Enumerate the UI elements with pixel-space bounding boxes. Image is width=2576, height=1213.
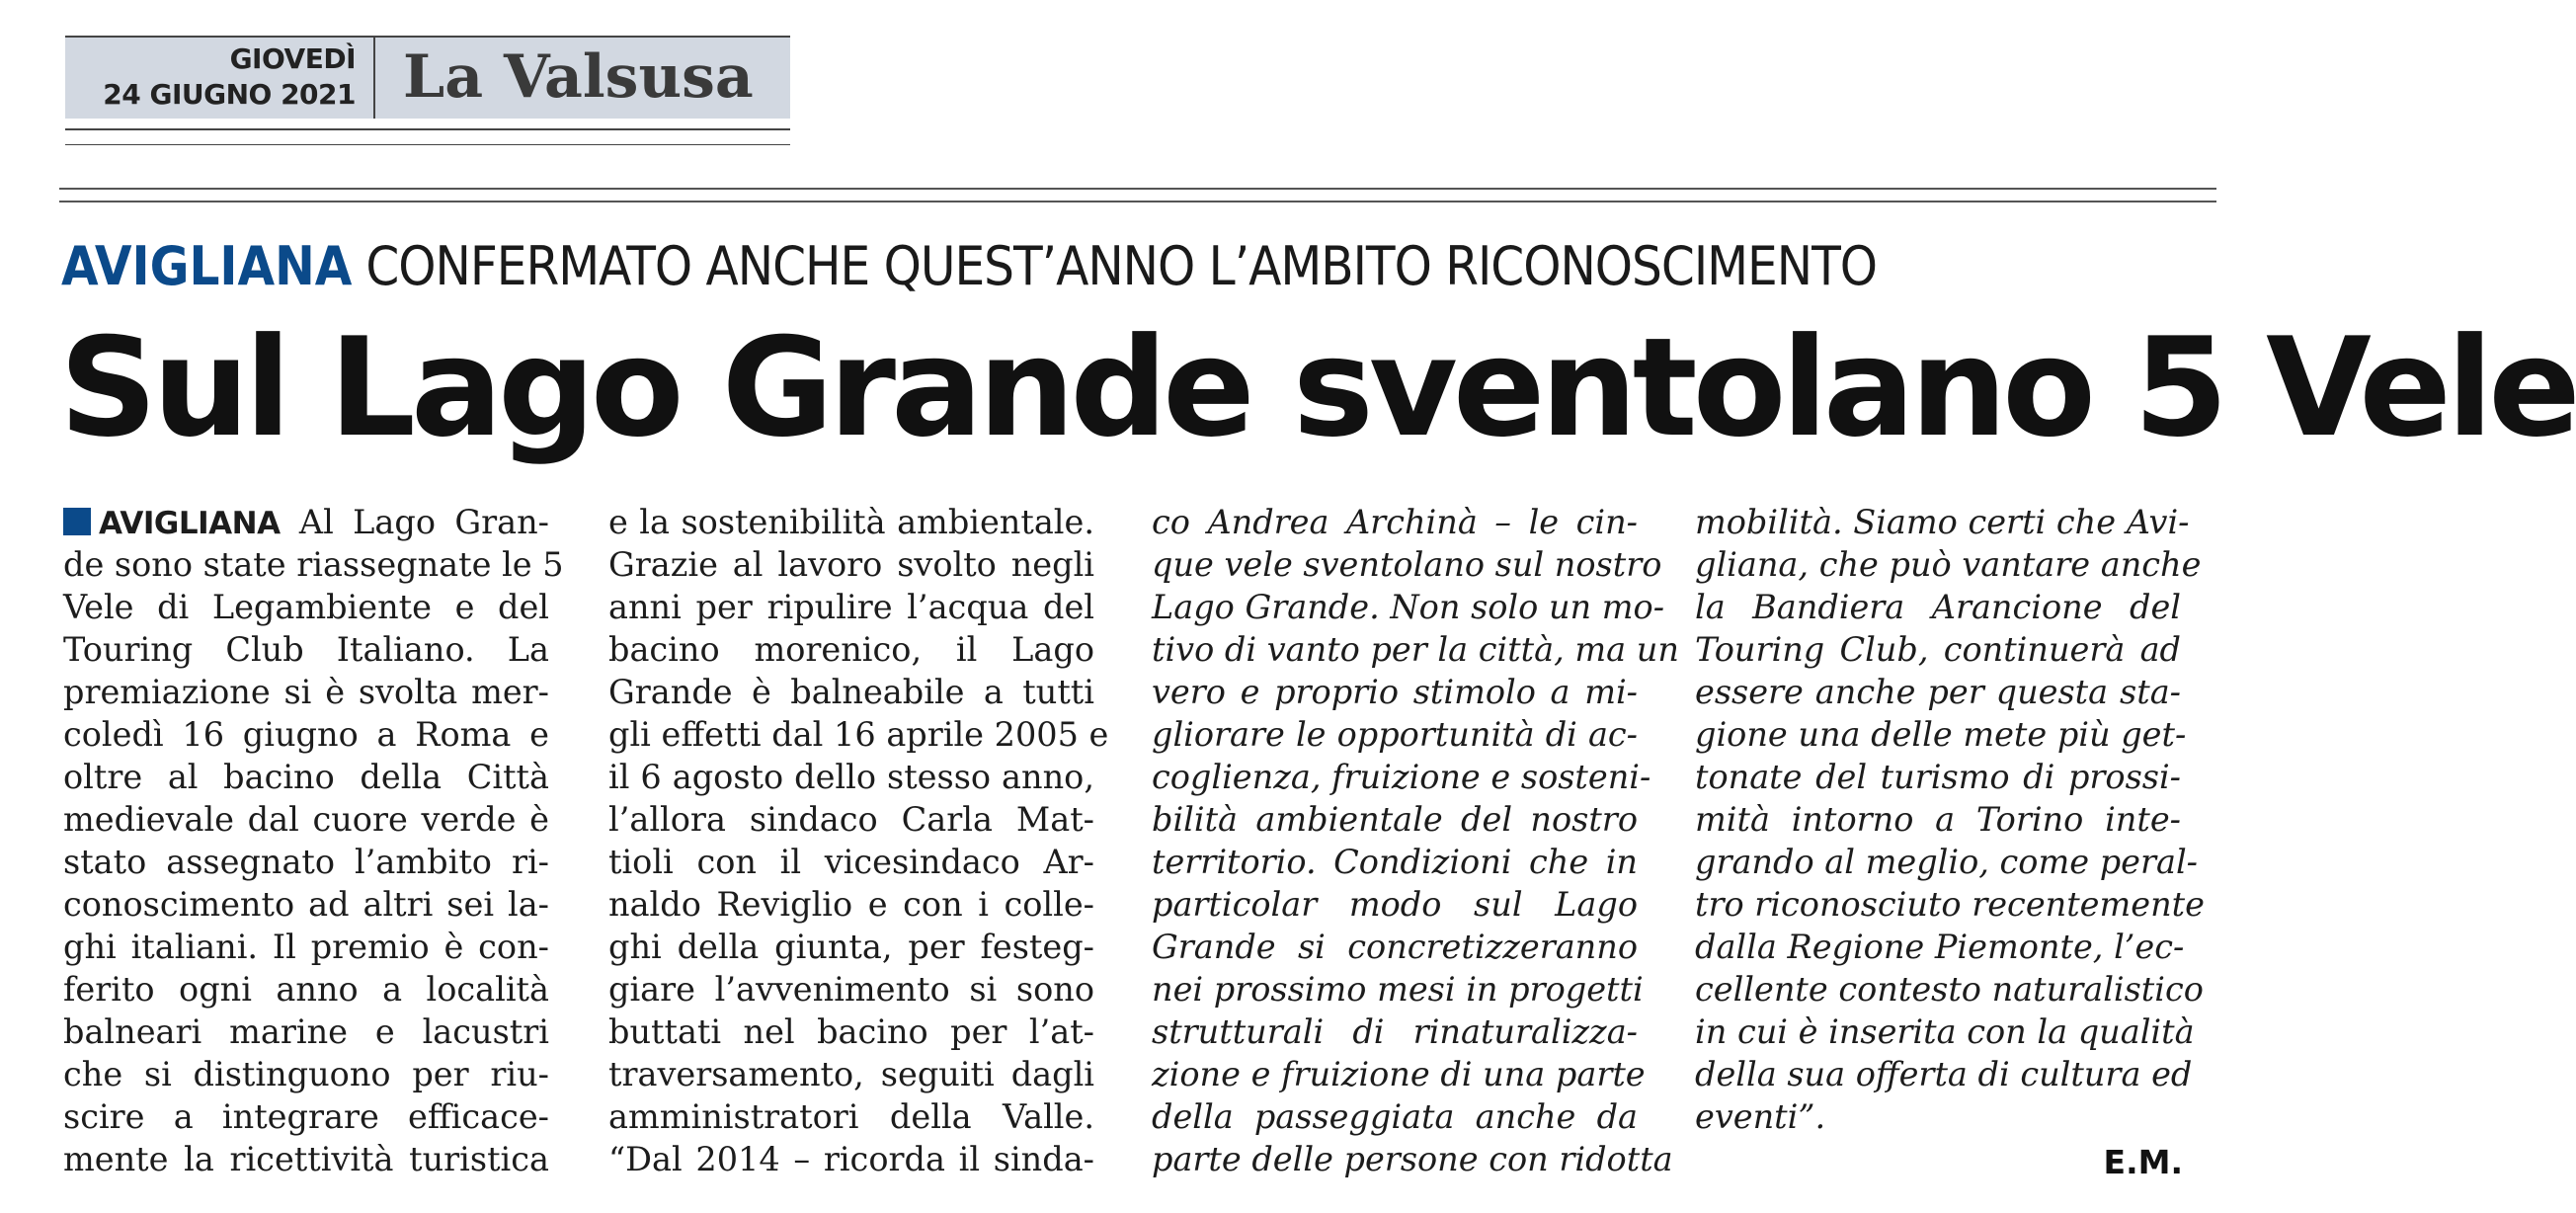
column-line: tivo di vanto per la città, ma un bbox=[1152, 630, 1679, 669]
column-line: giare l’avvenimento si sono bbox=[608, 970, 1094, 1009]
author-signature: E.M. bbox=[2103, 1143, 2183, 1181]
article-column-2 bbox=[608, 501, 1109, 1180]
column-line: que vele sventolano sul nostro bbox=[1152, 545, 1662, 584]
article-column-1 bbox=[63, 501, 564, 1180]
column-line: mobilità. Siamo certi che Avi- bbox=[1695, 503, 2190, 541]
column-line: gliorare le opportunità di ac- bbox=[1152, 715, 1638, 754]
column-line: medievale dal cuore verde è bbox=[63, 800, 549, 839]
masthead-full-date: 24 GIUGNO 2021 bbox=[103, 78, 356, 111]
column-line: co Andrea Archinà – le cin- bbox=[1152, 503, 1638, 541]
column-line: della sua offerta di cultura ed bbox=[1695, 1055, 2193, 1093]
column-line: tro riconosciuto recentemente bbox=[1695, 885, 2205, 924]
column-line: cellente contesto naturalistico bbox=[1695, 970, 2204, 1009]
column-line: coglienza, fruizione e sosteni- bbox=[1152, 758, 1651, 796]
section-rule-top bbox=[59, 188, 2216, 190]
column-line: “Dal 2014 – ricorda il sinda- bbox=[608, 1140, 1094, 1178]
column-line: coledì 16 giugno a Roma e bbox=[63, 715, 549, 754]
column-line: Lago Grande. Non solo un mo- bbox=[1152, 588, 1665, 626]
article-kicker bbox=[61, 237, 2195, 296]
column-line: balneari marine e lacustri bbox=[63, 1012, 549, 1051]
column-line: gliana, che può vantare anche bbox=[1695, 545, 2202, 584]
column-line: bacino morenico, il Lago bbox=[608, 630, 1094, 669]
column-line: conoscimento ad altri sei la- bbox=[63, 885, 549, 924]
column-line: la Bandiera Arancione del bbox=[1695, 588, 2181, 626]
column-line: AVIGLIANA Al Lago Gran- bbox=[63, 501, 549, 543]
column-line: l’allora sindaco Carla Mat- bbox=[608, 800, 1094, 839]
column-line: parte delle persone con ridotta bbox=[1152, 1140, 1673, 1178]
masthead bbox=[65, 36, 790, 119]
column-line: amministratori della Valle. bbox=[608, 1097, 1094, 1136]
column-line: il 6 agosto dello stesso anno, bbox=[608, 758, 1094, 796]
column-line: tioli con il vicesindaco Ar- bbox=[608, 843, 1094, 881]
masthead-rule-bottom bbox=[65, 128, 790, 130]
column-line: Vele di Legambiente e del bbox=[63, 588, 549, 626]
article-column-3 bbox=[1152, 501, 1679, 1180]
column-line: che si distinguono per riu- bbox=[63, 1055, 549, 1093]
column-line: mente la ricettività turistica bbox=[63, 1140, 549, 1178]
column-line: traversamento, seguiti dagli bbox=[608, 1055, 1094, 1093]
kicker-text: CONFERMATO ANCHE QUEST’ANNO L’AMBITO RICONOSCIMENTO bbox=[365, 235, 1877, 297]
column-line: della passeggiata anche da bbox=[1152, 1097, 1638, 1136]
article-column-4 bbox=[1695, 501, 2205, 1138]
masthead-day: GIOVEDÌ bbox=[229, 42, 356, 75]
column-line: gione una delle mete più get- bbox=[1695, 715, 2187, 754]
column-line: eventi”. bbox=[1695, 1097, 1826, 1136]
masthead-date bbox=[65, 36, 375, 119]
column-line: territorio. Condizioni che in bbox=[1152, 843, 1638, 881]
column-line: bilità ambientale del nostro bbox=[1152, 800, 1638, 839]
column-line: essere anche per questa sta- bbox=[1695, 673, 2181, 711]
column-line: naldo Reviglio e con i colle- bbox=[608, 885, 1094, 924]
column-line: Grande si concretizzeranno bbox=[1152, 928, 1638, 966]
column-line: dalla Regione Piemonte, l’ec- bbox=[1695, 928, 2185, 966]
article-headline: Sul Lago Grande sventolano 5 Vele bbox=[59, 308, 2576, 467]
column-line: nei prossimo mesi in progetti bbox=[1152, 970, 1644, 1009]
column-line: tonate del turismo di prossi- bbox=[1695, 758, 2181, 796]
column-line: mità intorno a Torino inte- bbox=[1695, 800, 2181, 839]
lead-square-icon bbox=[63, 508, 91, 535]
masthead-rule-bottom-thin bbox=[65, 144, 790, 145]
lead-place: AVIGLIANA bbox=[99, 506, 281, 541]
column-line: premiazione si è svolta mer- bbox=[63, 673, 549, 711]
section-rule-bottom bbox=[59, 201, 2216, 202]
column-line: ferito ogni anno a località bbox=[63, 970, 549, 1009]
column-line: buttati nel bacino per l’at- bbox=[608, 1012, 1094, 1051]
column-line: Grazie al lavoro svolto negli bbox=[608, 545, 1094, 584]
column-line: stato assegnato l’ambito ri- bbox=[63, 843, 549, 881]
column-line: grando al meglio, come peral- bbox=[1695, 843, 2198, 881]
column-line: particolar modo sul Lago bbox=[1152, 885, 1638, 924]
column-line: anni per ripulire l’acqua del bbox=[608, 588, 1094, 626]
column-line: ghi della giunta, per festeg- bbox=[608, 928, 1094, 966]
masthead-rule-top bbox=[65, 36, 790, 38]
column-line: ghi italiani. Il premio è con- bbox=[63, 928, 549, 966]
column-line: oltre al bacino della Città bbox=[63, 758, 549, 796]
kicker-place: AVIGLIANA bbox=[61, 235, 353, 297]
column-line: Grande è balneabile a tutti bbox=[608, 673, 1094, 711]
column-line: gli effetti dal 16 aprile 2005 e bbox=[608, 715, 1109, 754]
column-line: vero e proprio stimolo a mi- bbox=[1152, 673, 1638, 711]
column-line: zione e fruizione di una parte bbox=[1152, 1055, 1646, 1093]
newspaper-name: La Valsusa bbox=[403, 42, 754, 112]
column-line: Touring Club, continuerà ad bbox=[1695, 630, 2181, 669]
column-line: Touring Club Italiano. La bbox=[63, 630, 549, 669]
column-line: scire a integrare efficace- bbox=[63, 1097, 549, 1136]
column-line: de sono state riassegnate le 5 bbox=[63, 545, 564, 584]
column-line: in cui è inserita con la qualità bbox=[1695, 1012, 2195, 1051]
column-line: strutturali di rinaturalizza- bbox=[1152, 1012, 1638, 1051]
column-line: e la sostenibilità ambientale. bbox=[608, 503, 1094, 541]
